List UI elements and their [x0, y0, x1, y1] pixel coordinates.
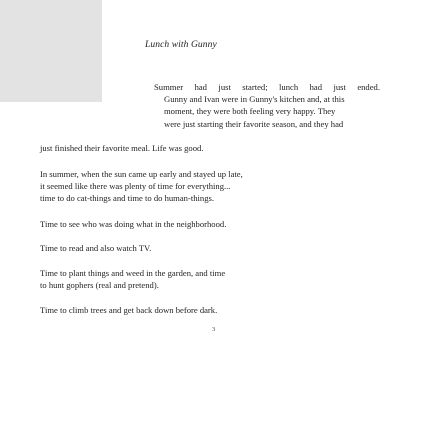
paragraph-2-line-2: it seemed like there was plenty of time for everything...	[40, 181, 231, 192]
paragraph-5	[40, 267, 358, 291]
paragraph-2-line-1: In summer, when the sun came up early and stayed up late,	[40, 169, 243, 179]
paragraph-1-line-3: moment, they were both feeling very happy. They	[164, 106, 336, 117]
paragraph-1-line-4: were just starting their favorite season, and they had	[164, 118, 344, 129]
paragraph-1	[154, 81, 380, 130]
paragraph-1-line-5: just finished their favorite meal. Life was good.	[40, 143, 204, 153]
paragraph-6: Time to climb trees and get back down before dark.	[40, 305, 218, 315]
paragraph-2	[40, 168, 358, 205]
paragraph-5-line-2: to hunt gophers (real and pretend).	[40, 280, 159, 291]
paragraph-2-line-3: time to do cat-things and time to do human-things.	[40, 193, 214, 204]
paragraph-1-line-2: Gunny and Ivan were in Gunny's kitchen and, at this	[164, 94, 345, 105]
page-number: 3	[212, 326, 216, 333]
story-title: Lunch with Gunny	[145, 40, 217, 50]
paragraph-4: Time to read and also watch TV.	[40, 243, 152, 253]
paragraph-5-line-1: Time to plant things and weed in the garden, and time	[40, 268, 226, 278]
paragraph-1-line-1: Summer had just started; lunch had just ended.	[154, 82, 380, 92]
paragraph-3: Time to see who was doing what in the neighborhood.	[40, 219, 227, 229]
corner-decoration	[0, 0, 102, 102]
